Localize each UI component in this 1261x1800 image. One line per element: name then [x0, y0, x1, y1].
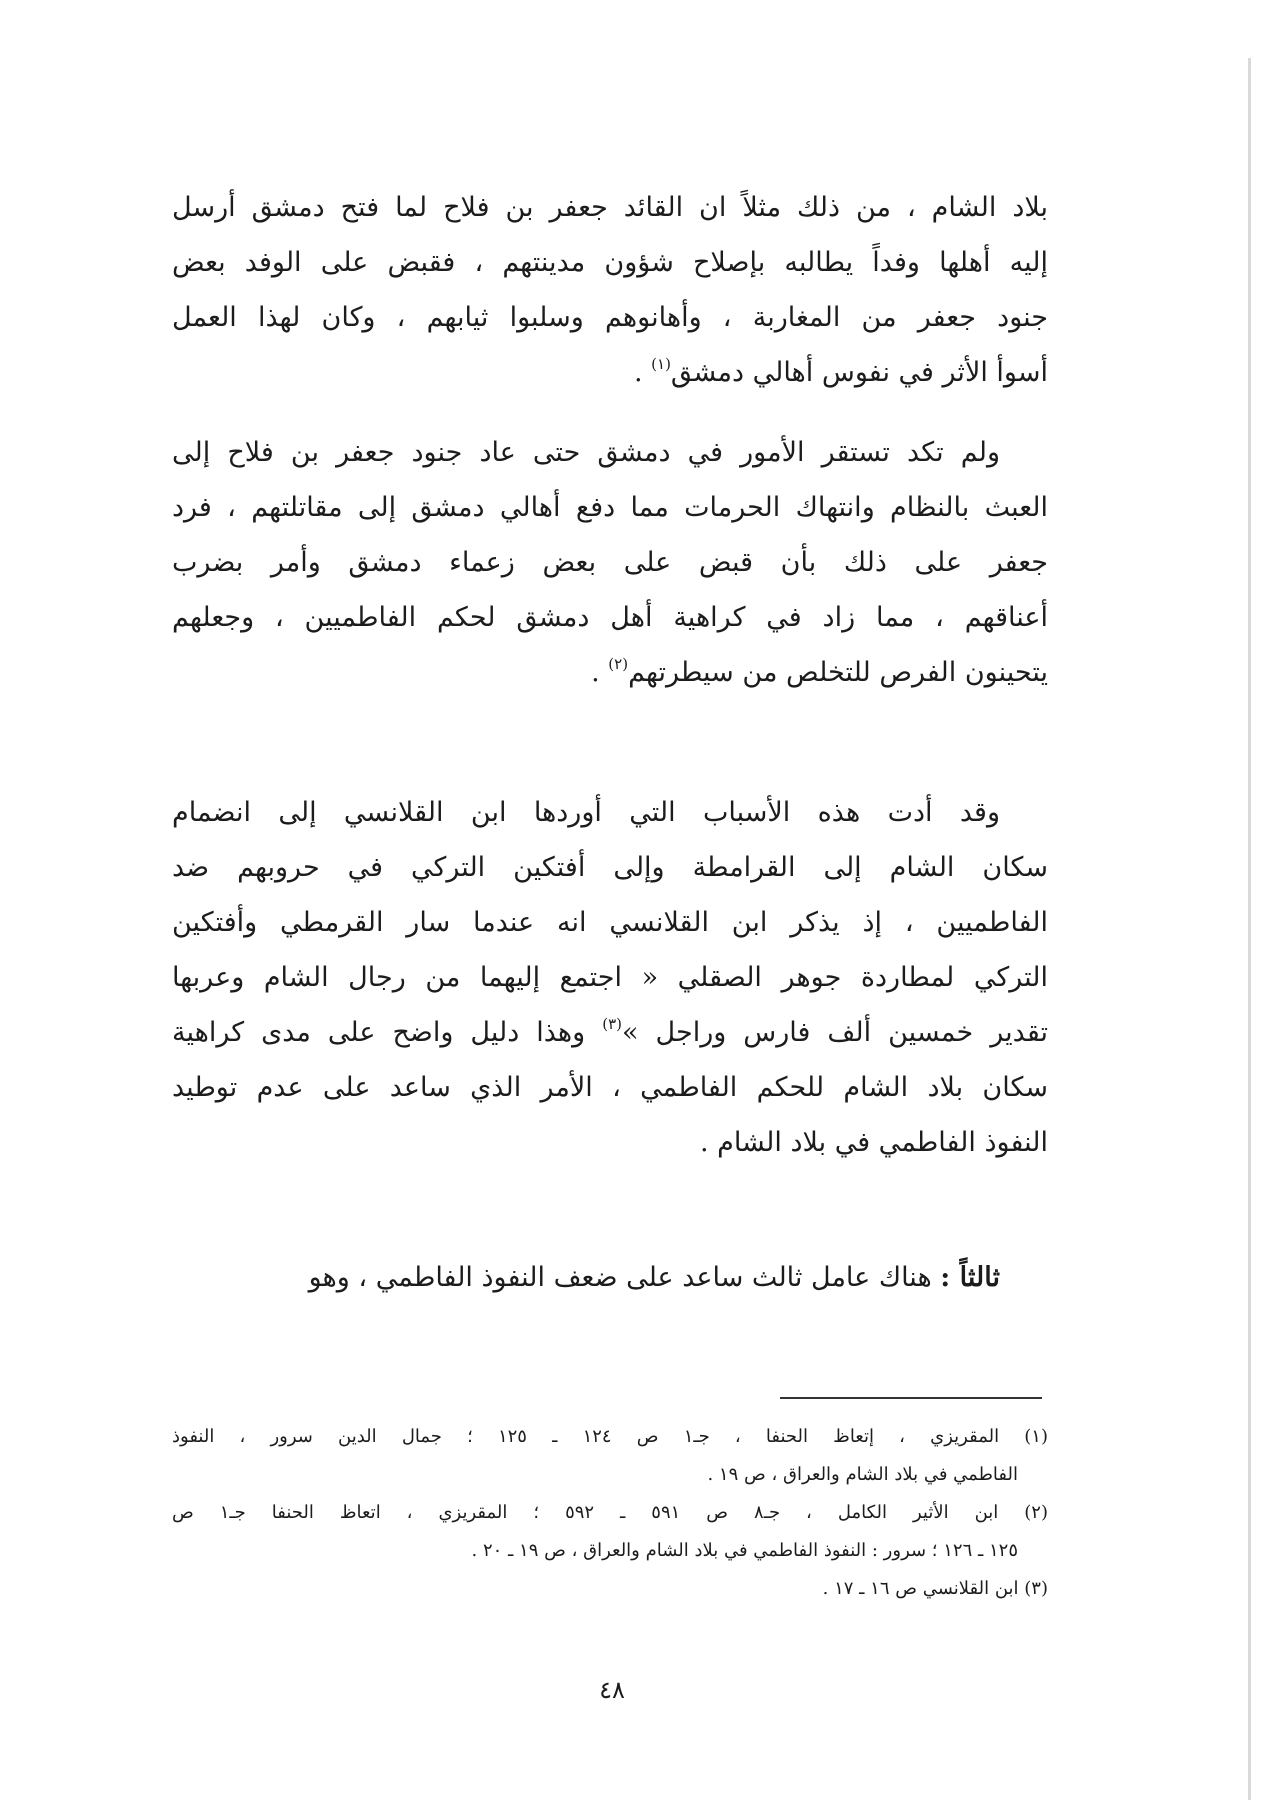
footnote-ref-3[interactable]: (٣): [602, 1015, 623, 1033]
period: .: [591, 657, 609, 688]
paragraph-4: [172, 1250, 1048, 1305]
footnote-line: (٣) ابن القلانسي ص ١٦ ـ ١٧ .: [822, 1578, 1048, 1599]
footnote-line: الفاطمي في بلاد الشام والعراق ، ص ١٩ .: [707, 1464, 1018, 1485]
line-text: هناك عامل ثالث ساعد على ضعف النفوذ الفاطمي ، وهو: [308, 1262, 941, 1293]
line-text: أسوأ الأثر في نفوس أهالي دمشق: [670, 357, 1048, 388]
line-text: يتحينون الفرص للتخلص من سيطرتهم: [628, 657, 1048, 688]
line-text: وهذا دليل واضح على مدى كراهية: [172, 1017, 603, 1048]
paragraph-3: [172, 785, 1048, 1170]
text-line: [172, 1005, 1048, 1060]
footnote-ref-2[interactable]: (٢): [608, 655, 629, 673]
text-line: إليه أهلها وفداً يطالبه بإصلاح شؤون مدينتهم ، فقبض على الوفد بعض: [172, 247, 1048, 278]
text-line: العبث بالنظام وانتهاك الحرمات مما دفع أهالي دمشق إلى مقاتلتهم ، فرد: [172, 492, 1048, 523]
page-number: ٤٨: [599, 1676, 625, 1704]
section-label: ثالثاً :: [940, 1262, 1000, 1293]
footnote-ref-1[interactable]: (١): [651, 355, 671, 373]
page-edge-line: [1248, 58, 1251, 1800]
text-line: [172, 345, 1048, 400]
text-line: الفاطميين ، إذ يذكر ابن القلانسي انه عندما سار القرمطي وأفتكين: [172, 907, 1048, 938]
text-line: ولم تكد تستقر الأمور في دمشق حتى عاد جنود جعفر بن فلاح إلى: [172, 437, 1000, 468]
text-line: التركي لمطاردة جوهر الصقلي « اجتمع إليهما من رجال الشام وعربها: [172, 962, 1048, 993]
text-line: جنود جعفر من المغاربة ، وأهانوهم وسلبوا ثيابهم ، وكان لهذا العمل: [172, 302, 1048, 333]
line-text: تقدير خمسين ألف فارس وراجل »: [622, 1017, 1048, 1048]
text-line: بلاد الشام ، من ذلك مثلاً ان القائد جعفر بن فلاح لما فتح دمشق أرسل: [172, 192, 1048, 223]
text-line: أعناقهم ، مما زاد في كراهية أهل دمشق لحكم الفاطميين ، وجعلهم: [172, 602, 1048, 633]
footnote-1: [172, 1418, 1048, 1494]
text-line: [172, 1250, 1048, 1305]
period: .: [633, 357, 652, 388]
footnote-separator: [780, 1397, 1042, 1399]
paragraph-2: [172, 425, 1048, 700]
footnote-2: [172, 1494, 1048, 1570]
footnote-line: ١٢٥ ـ ١٢٦ ؛ سرور : النفوذ الفاطمي في بلاد الشام والعراق ، ص ١٩ ـ ٢٠ .: [471, 1540, 1018, 1561]
text-line: النفوذ الفاطمي في بلاد الشام .: [699, 1127, 1048, 1158]
text-line: [172, 645, 1048, 700]
footnote-3: [172, 1570, 1048, 1608]
footnote-line: (١) المقريزي ، إتعاظ الحنفا ، جـ١ ص ١٢٤ ـ ١٢٥ ؛ جمال الدين سرور ، النفوذ: [172, 1426, 1048, 1447]
paragraph-1: [172, 180, 1048, 400]
text-line: سكان الشام إلى القرامطة وإلى أفتكين التركي في حروبهم ضد: [172, 852, 1048, 883]
footnote-line: (٢) ابن الأثير الكامل ، جـ٨ ص ٥٩١ ـ ٥٩٢ ؛ المقريزي ، اتعاظ الحنفا جـ١ ص: [172, 1502, 1048, 1523]
text-line: سكان بلاد الشام للحكم الفاطمي ، الأمر الذي ساعد على عدم توطيد: [172, 1072, 1048, 1103]
text-line: جعفر على ذلك بأن قبض على بعض زعماء دمشق وأمر بضرب: [172, 547, 1048, 578]
footnotes: [172, 1418, 1048, 1608]
text-line: وقد أدت هذه الأسباب التي أوردها ابن القلانسي إلى انضمام: [172, 797, 1000, 828]
